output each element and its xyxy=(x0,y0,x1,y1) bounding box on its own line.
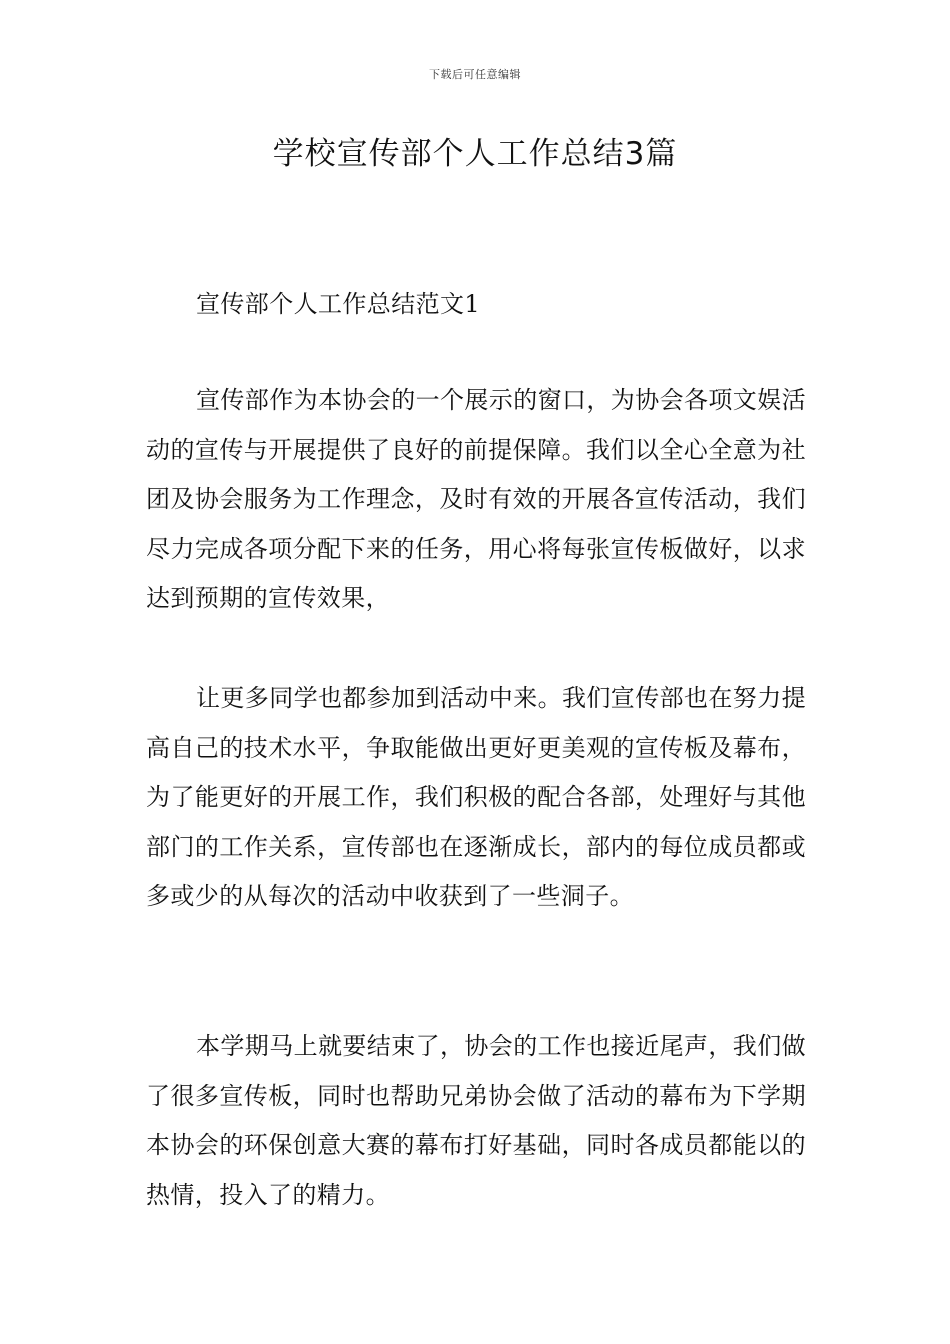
document-title: 学校宣传部个人工作总结3篇 xyxy=(272,136,678,172)
paragraph-2: 让更多同学也都参加到活动中来。我们宣传部也在努力提高自己的技术水平，争取能做出更好更美观的宣传板及幕布，为了能更好的开展工作，我们积极的配合各部，处理好与其他部门的工作关系，宣传部也在逐渐成长，部内的每位成员都或多或少的从每次的活动中收获到了一些洞子。 xyxy=(146,684,806,910)
header-note: 下载后可任意编辑 xyxy=(429,68,521,81)
paragraph-1: 宣传部作为本协会的一个展示的窗口，为协会各项文娱活动的宣传与开展提供了良好的前提保障。我们以全心全意为社团及协会服务为工作理念，及时有效的开展各宣传活动，我们尽力完成各项分配下来的任务，用心将每张宣传板做好，以求达到预期的宣传效果， xyxy=(146,386,806,612)
paragraph-3: 本学期马上就要结束了，协会的工作也接近尾声，我们做了很多宣传板，同时也帮助兄弟协会做了活动的幕布为下学期本协会的环保创意大赛的幕布打好基础，同时各成员都能以的热情，投入了的精力。 xyxy=(146,1032,806,1209)
section-heading: 宣传部个人工作总结范文1 xyxy=(196,290,481,318)
